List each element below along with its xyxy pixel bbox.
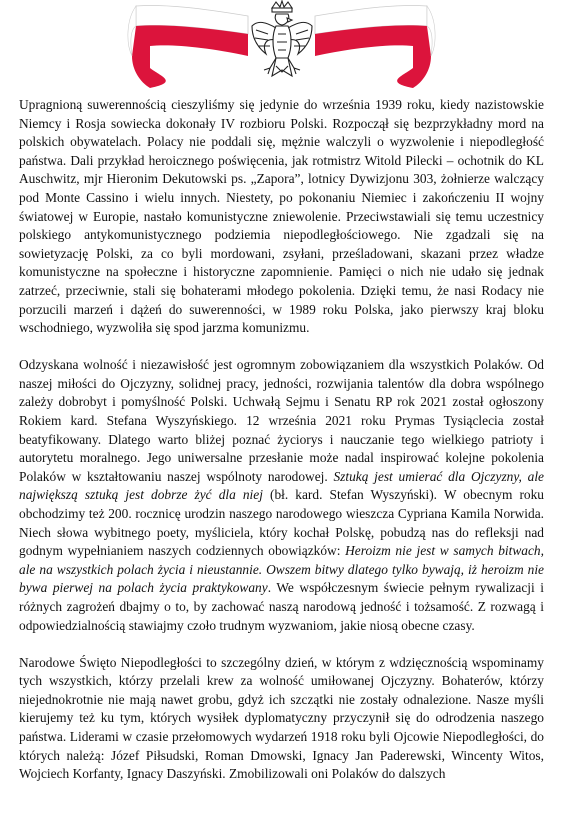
paragraph-1 xyxy=(19,96,544,338)
paragraph-3 xyxy=(19,654,544,784)
header-graphic xyxy=(0,0,563,92)
right-flag-ribbon-icon xyxy=(315,5,435,88)
paragraph-2-text-a: Odzyskana wolność i niezawisłość jest ogromnym zobowiązaniem dla wszystkich Polaków. Od naszej miłości do Ojczyzny, solidnej pracy, jedności, rozwijania talentów dla dobra wspólnego zależy dobrobyt i pomyślność Polski. Uchwałą Sejmu i Senatu RP rok 2021 został ogłoszony Rokiem kard. Stefana Wyszyńskiego. 12 września 2021 roku Prymas Tysiąclecia został beatyfikowany. Dlatego warto bliżej poznać życiorys i nauczanie tego wielkiego patrioty i autorytetu moralnego. Jego uniwersalne przesłanie może nadal inspirować kolejne pokolenia Polaków w kształtowaniu naszej wspólnoty narodowej. xyxy=(19,357,544,484)
left-flag-ribbon-icon xyxy=(128,5,248,88)
paragraph-1-text: Upragnioną suwerennością cieszyliśmy się jedynie do września 1939 roku, kiedy nazistowskie Niemcy i Rosja sowiecka dokonały IV rozbioru Polski. Rozpoczął się bezprzykładny mord na polskich obywatelach. Polacy nie poddali się, mężnie walczyli o wyzwolenie i niepodległość państwa. Dali przykład heroicznego poświęcenia, jak rotmistrz Witold Pilecki – ochotnik do KL Auschwitz, mjr Hieronim Dekutowski ps. „Zapora”, lotnicy Dywizjonu 303, żołnierze walczący pod Monte Cassino i wielu innych. Niestety, po pokonaniu Niemiec i zakończeniu II wojny światowej w Europie, nastało komunistyczne zniewolenie. Przeciwstawiali się temu uczestnicy polskiego antykomunistycznego podziemia niepodległościowego. Nie zgadzali się na sowietyzację Polski, za co byli mordowani, zsyłani, prześladowani, skazani przez władze komunistyczne na społeczne i historyczne zapomnienie. Pamięci o nich nie udało się jednak zatrzeć, przeciwnie, stali się bohaterami młodego pokolenia. Dzięki temu, że nasi Rodacy nie porzucili marzeń i dążeń do suwerenności, w 1989 roku Polska, jako pierwszy kraj bloku wschodniego, wyzwoliła się spod jarzma komunizmu. xyxy=(19,97,544,336)
paragraph-2 xyxy=(19,356,544,635)
header-banner xyxy=(0,0,563,92)
main-content xyxy=(19,96,544,784)
paragraph-2-text-c: . We współczesnym świecie pełnym rywalizacji i różnych zagrożeń dbajmy o to, by zachować naszą narodową jedność i tożsamość. Z rozwagą i odpowiedzialnością stawiajmy czoło trudnym wyzwaniom, jakie niosą obecne czasy. xyxy=(19,580,544,633)
paragraph-2-text-b: (bł. kard. Stefan Wyszyński). W obecnym roku obchodzimy też 200. rocznicę urodzin naszego narodowego wieszcza Cypriana Kamila Norwida. Niech słowa wybitnego poety, myśliciela, który kochał Polskę, pobudzą nas do refleksji nad godnym wypełnianiem naszych codziennych obowiązków: xyxy=(19,487,544,559)
white-eagle-emblem-icon xyxy=(252,1,312,76)
wyszynski-quote: Sztuką jest umierać dla Ojczyzny, ale największą sztuką jest dobrze żyć dla niej xyxy=(19,468,545,503)
norwid-quote: Heroizm nie jest w samych bitwach, ale na wszystkich polach życia i nieustannie. Owszem bitwy dlatego tylko bywają, iż heroizm nie bywa pierwej na polach życia praktykowany xyxy=(19,543,544,596)
paragraph-3-text: Narodowe Święto Niepodległości to szczególny dzień, w którym z wdzięcznością wspominamy tych wszystkich, którzy przelali krew za wolność umiłowanej Ojczyzny. Bohaterów, którzy niejednokrotnie nie mają nawet grobu, gdyż ich szczątki nie zostały odnalezione. Nasze myśli kierujemy też ku tym, których wysiłek dyplomatyczny przyczynił się do odrodzenia naszego państwa. Liderami w czasie przełomowych wydarzeń 1918 roku byli Ojcowie Niepodległości, do których należą: Józef Piłsudski, Roman Dmowski, Ignacy Jan Paderewski, Wincenty Witos, Wojciech Korfanty, Ignacy Daszyński. Zmobilizowali oni Polaków do dalszych xyxy=(19,654,544,782)
